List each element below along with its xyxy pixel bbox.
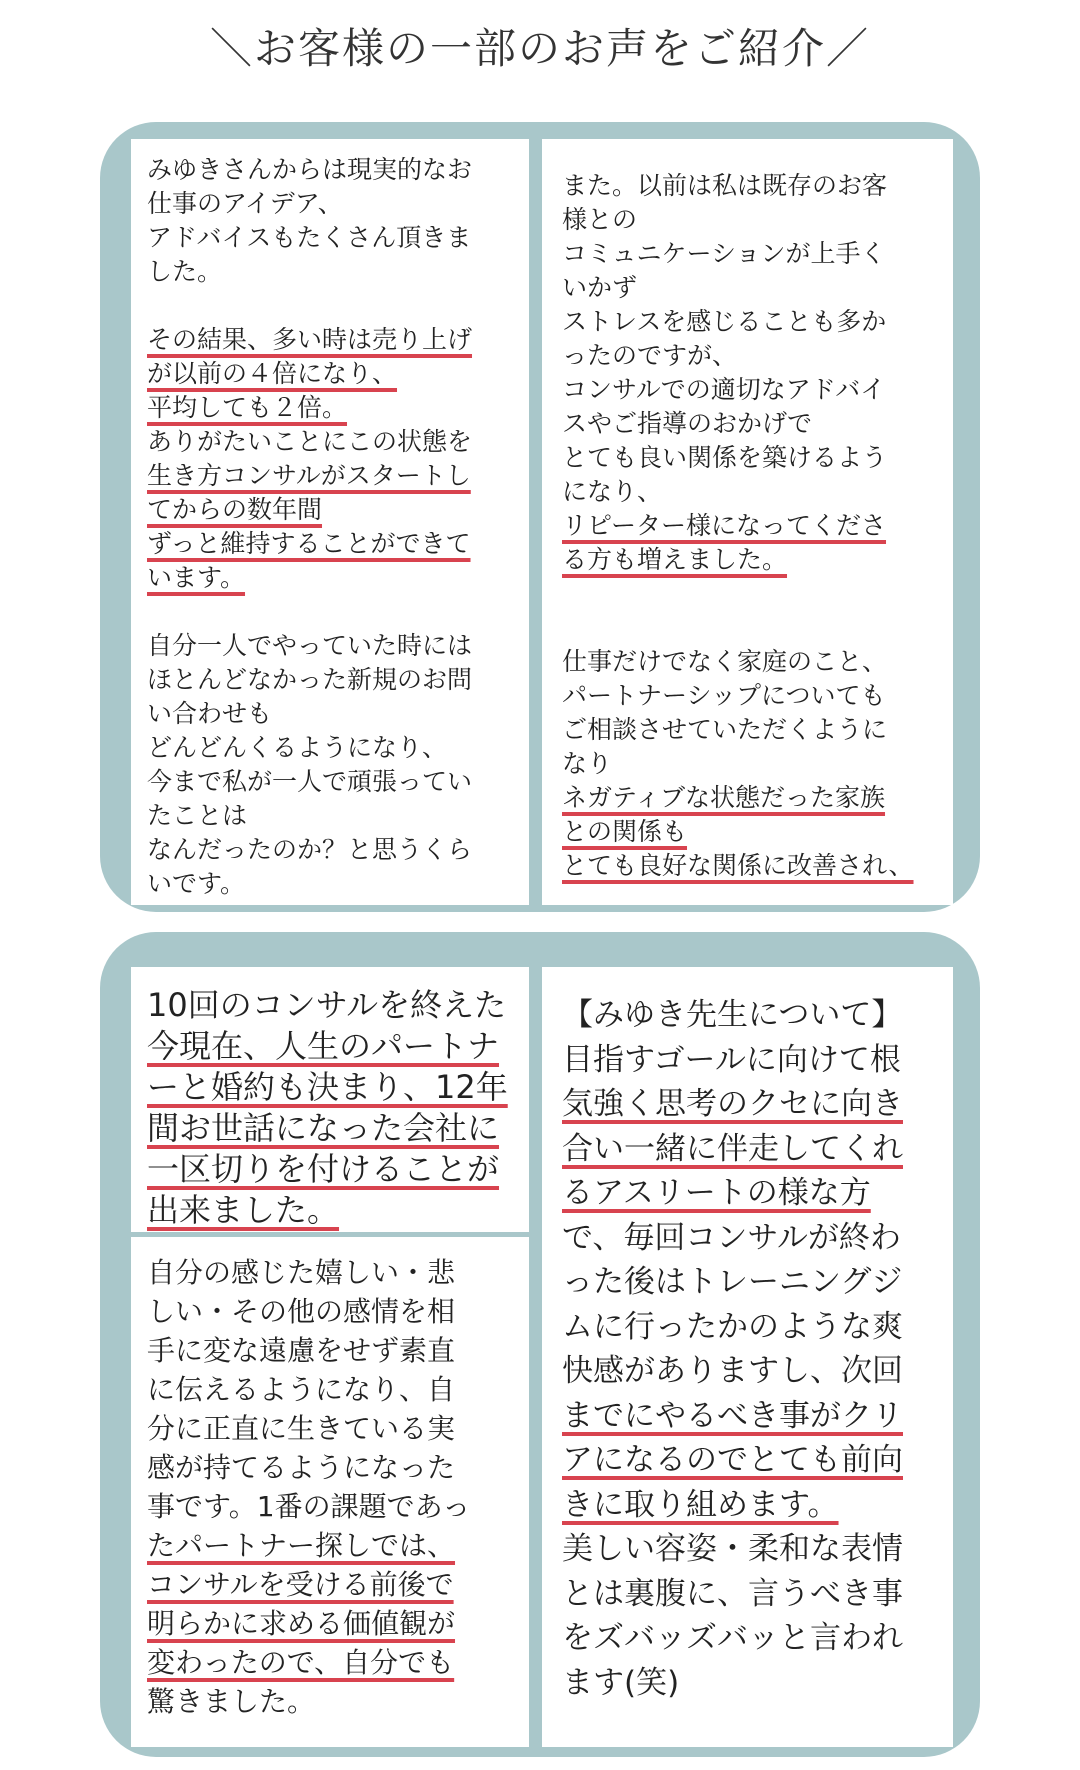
text-line: で、毎回コンサルが終わ [562,1219,901,1256]
text-line: しい・その他の感情を相 [147,1295,456,1328]
testimonial-panel-2 [100,932,980,1757]
text-line: 美しい容姿・柔和な表情 [562,1531,903,1567]
text-line: また。以前は私は既存のお客 [562,171,888,200]
highlighted-text-line: たパートナー探しでは、 [147,1529,456,1562]
text-line: 分に正直に生きている実 [147,1412,456,1445]
text-line: 驚きました。 [147,1685,316,1718]
testimonial-card [542,967,953,1747]
text-line [147,289,513,323]
text-line: 仕事だけでなく家庭のこと、 [562,647,888,676]
text-line: 【みゆき先生について】 [562,997,903,1033]
highlighted-text-line: との関係も [562,817,688,846]
text-line: コミュニケーションが上手く [562,239,886,268]
text-line: パートナーシップについても [562,681,886,710]
highlighted-text-line: ネガティブな状態だった家族 [562,783,886,812]
testimonial-text [147,153,513,901]
text-line: ムに行ったかのような爽 [562,1308,903,1345]
highlighted-text-line: るアスリートの様な方 [562,1175,871,1211]
highlighted-text-line: きに取り組めます。 [562,1486,839,1523]
highlighted-text-line: 出来ました。 [147,1191,340,1229]
text-line: に伝えるようになり、自 [147,1373,456,1406]
text-line: ストレスを感じることも多か [562,307,887,336]
text-line: 快感がありますし、次回 [562,1353,903,1389]
text-line: 10回のコンサルを終えた [147,986,507,1024]
text-line: をズバッズバッと言われ [562,1620,903,1656]
highlighted-text-line: る方も増えました。 [562,545,788,574]
text-line: みゆきさんからは現実的なお [147,155,473,184]
text-line: いです。 [147,869,246,898]
text-line [562,611,933,645]
highlighted-text-line: 間お世話になった会社に [147,1109,500,1147]
text-line: 様との [562,205,638,234]
highlighted-text-line: ーと婚約も決まり、12年 [147,1068,508,1106]
highlighted-text-line: リピーター様になってくださ [562,511,887,540]
text-line: アドバイスもたくさん頂きま [147,223,472,252]
text-line: とは裏腹に、言うべき事 [562,1575,903,1612]
text-line: 自分の感じた嬉しい・悲 [147,1256,456,1289]
testimonial-text [147,985,513,1231]
highlighted-text-line: 今現在、人生のパートナ [147,1027,500,1065]
text-line: どんどんくるようになり、 [147,733,448,762]
highlighted-text-line: アになるのでとても前向 [562,1442,903,1478]
text-line: ご相談させていただくように [562,715,888,744]
page-title: ＼お客様の一部のお声をご紹介／ [209,24,870,73]
highlighted-text-line: が以前の４倍になり、 [147,359,398,388]
highlighted-text-line: 平均しても２倍。 [147,393,348,422]
highlighted-text-line: とても良好な関係に改善され、 [562,851,914,880]
highlighted-text-line: 気強く思考のクセに向き [562,1086,903,1122]
text-line: 今まで私が一人で頑張ってい [147,767,473,796]
text-line: ます(笑) [562,1664,680,1701]
testimonial-text [562,993,933,1705]
text-line: いかず [562,273,638,302]
text-line: 目指すゴールに向けて根 [562,1041,901,1078]
text-line: 感が持てるようになった [147,1451,456,1484]
text-line: した。 [147,257,223,286]
highlighted-text-line: 合い一緒に伴走してくれ [562,1130,903,1167]
highlighted-text-line: 明らかに求める価値観が [147,1607,456,1640]
testimonial-panel-1 [100,122,980,912]
highlighted-text-line: てからの数年間 [147,495,323,524]
text-line: ありがたいことにこの状態を [147,427,473,456]
text-line: 仕事のアイデア、 [147,189,343,218]
text-line: ったのですが、 [562,341,738,370]
text-line: 手に変な遠慮をせず素直 [147,1334,456,1367]
testimonial-text [147,1253,513,1721]
testimonial-card [542,139,953,905]
text-line: 事です。1番の課題であっ [147,1490,471,1523]
text-line: とても良い関係を築けるよう [562,443,888,472]
text-line: になり、 [562,477,663,506]
testimonial-card [131,967,529,1232]
testimonial-text [562,169,933,883]
text-line: った後はトレーニングジ [562,1264,903,1300]
text-line: コンサルでの適切なアドバイ [562,375,886,404]
highlighted-text-line: までにやるべき事がクリ [562,1397,903,1434]
testimonial-card [131,139,529,905]
text-line: たことは [147,801,248,830]
text-line: スやご指導のおかげで [562,409,813,438]
text-line: い合わせも [147,699,273,728]
text-line: 自分一人でやっていた時には [147,631,473,660]
highlighted-text-line: 一区切りを付けることが [147,1150,500,1188]
highlighted-text-line: 生き方コンサルがスタートし [147,461,471,490]
highlighted-text-line: コンサルを受ける前後で [147,1568,454,1601]
testimonial-card [131,1237,529,1747]
highlighted-text-line: います。 [147,563,246,592]
text-line: ほとんどなかった新規のお問 [147,665,473,694]
text-line [562,577,933,611]
text-line: なり [562,749,613,778]
text-line [147,595,513,629]
text-line: なんだったのか？と思うくら [147,835,473,864]
highlighted-text-line: その結果、多い時は売り上げ [147,325,473,354]
highlighted-text-line: 変わったので、自分でも [147,1646,455,1679]
highlighted-text-line: ずっと維持することができて [147,529,471,558]
